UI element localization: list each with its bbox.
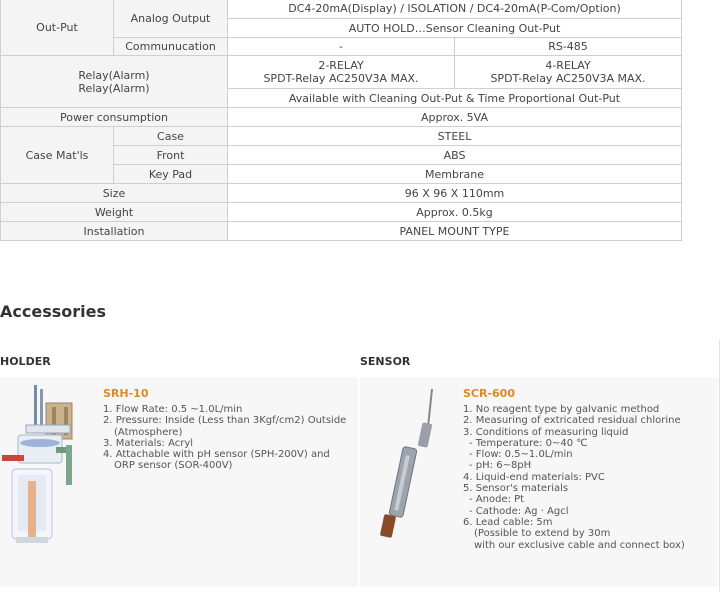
holder-spec-line: 3. Materials: Acryl [103,437,194,449]
relay-right-line: 4-RELAY [545,59,591,72]
communication-left-value: - [228,38,455,56]
case-value: STEEL [228,127,682,146]
size-value: 96 X 96 X 110mm [228,184,682,203]
power-label: Power consumption [1,108,228,127]
case-materials-label: Case Mat'ls [1,127,114,184]
front-sub-label: Front [114,146,228,165]
sensor-heading: SENSOR [360,355,411,368]
power-value: Approx. 5VA [228,108,682,127]
sensor-spec-list [463,404,685,551]
sensor-spec-line: - Cathode: Ag · Agcl [469,505,569,517]
holder-spec-line: ORP sensor (SOR-400V) [114,460,233,472]
holder-spec-list [103,404,346,472]
spec-table [0,0,682,241]
holder-panel [0,377,358,587]
sensor-spec-line: (Possible to extend by 30m [474,528,611,540]
communication-right-value: RS-485 [455,38,682,56]
holder-model: SRH-10 [103,387,149,400]
communication-label: Communucation [114,38,228,56]
sensor-spec-line: 4. Liquid-end materials: PVC [463,471,605,483]
sensor-product-image [370,387,450,547]
installation-value: PANEL MOUNT TYPE [228,222,682,241]
output-label: Out-Put [1,0,114,56]
relay-right-line: SPDT-Relay AC250V3A MAX. [490,72,646,85]
sensor-panel [360,377,718,587]
installation-label: Installation [1,222,228,241]
sensor-spec-line: - pH: 6~8pH [469,460,532,472]
accessories-title: Accessories [0,302,106,321]
sensor-spec-line: - Flow: 0.5~1.0L/min [469,449,573,461]
holder-spec-line: (Atmosphere) [114,426,183,438]
sensor-spec-line: with our exclusive cable and connect box) [474,539,685,551]
relay-note: Available with Cleaning Out-Put & Time Proportional Out-Put [228,89,682,108]
relay-label-line: Relay(Alarm) [78,68,150,82]
sensor-spec-line: - Anode: Pt [469,494,525,506]
auto-hold-value: AUTO HOLD…Sensor Cleaning Out-Put [228,19,682,38]
keypad-sub-label: Key Pad [114,165,228,184]
relay-label-line: Relay(Alarm) [78,81,150,95]
holder-spec-line: 4. Attachable with pH sensor (SPH-200V) and [103,449,330,461]
relay-label [1,56,228,108]
analog-output-value: DC4-20mA(Display) / ISOLATION / DC4-20mA(P-Com/Option) [228,0,682,19]
sensor-model: SCR-600 [463,387,515,400]
holder-heading: HOLDER [0,355,51,368]
keypad-value: Membrane [228,165,682,184]
sensor-spec-line: 3. Conditions of measuring liquid [463,426,629,438]
sensor-spec-line: 2. Measuring of extricated residual chlorine [463,415,681,427]
sensor-spec-line: 5. Sensor's materials [463,483,569,495]
holder-spec-line: 2. Pressure: Inside (Less than 3Kgf/cm2) Outside [103,415,347,427]
case-sub-label: Case [114,127,228,146]
weight-value: Approx. 0.5kg [228,203,682,222]
sensor-spec-line: - Temperature: 0~40 ℃ [469,437,588,449]
sensor-spec-line: 6. Lead cable: 5m [463,516,553,528]
sensor-spec-line: 1. No reagent type by galvanic method [463,404,660,415]
weight-label: Weight [1,203,228,222]
relay-left-line: SPDT-Relay AC250V3A MAX. [263,72,419,85]
front-value: ABS [228,146,682,165]
analog-output-label: Analog Output [114,0,228,38]
holder-spec-line: 1. Flow Rate: 0.5 ~1.0L/min [103,404,243,415]
holder-product-image [0,385,90,555]
relay-right-value [455,56,682,89]
relay-left-line: 2-RELAY [318,59,364,72]
relay-left-value [228,56,455,89]
size-label: Size [1,184,228,203]
